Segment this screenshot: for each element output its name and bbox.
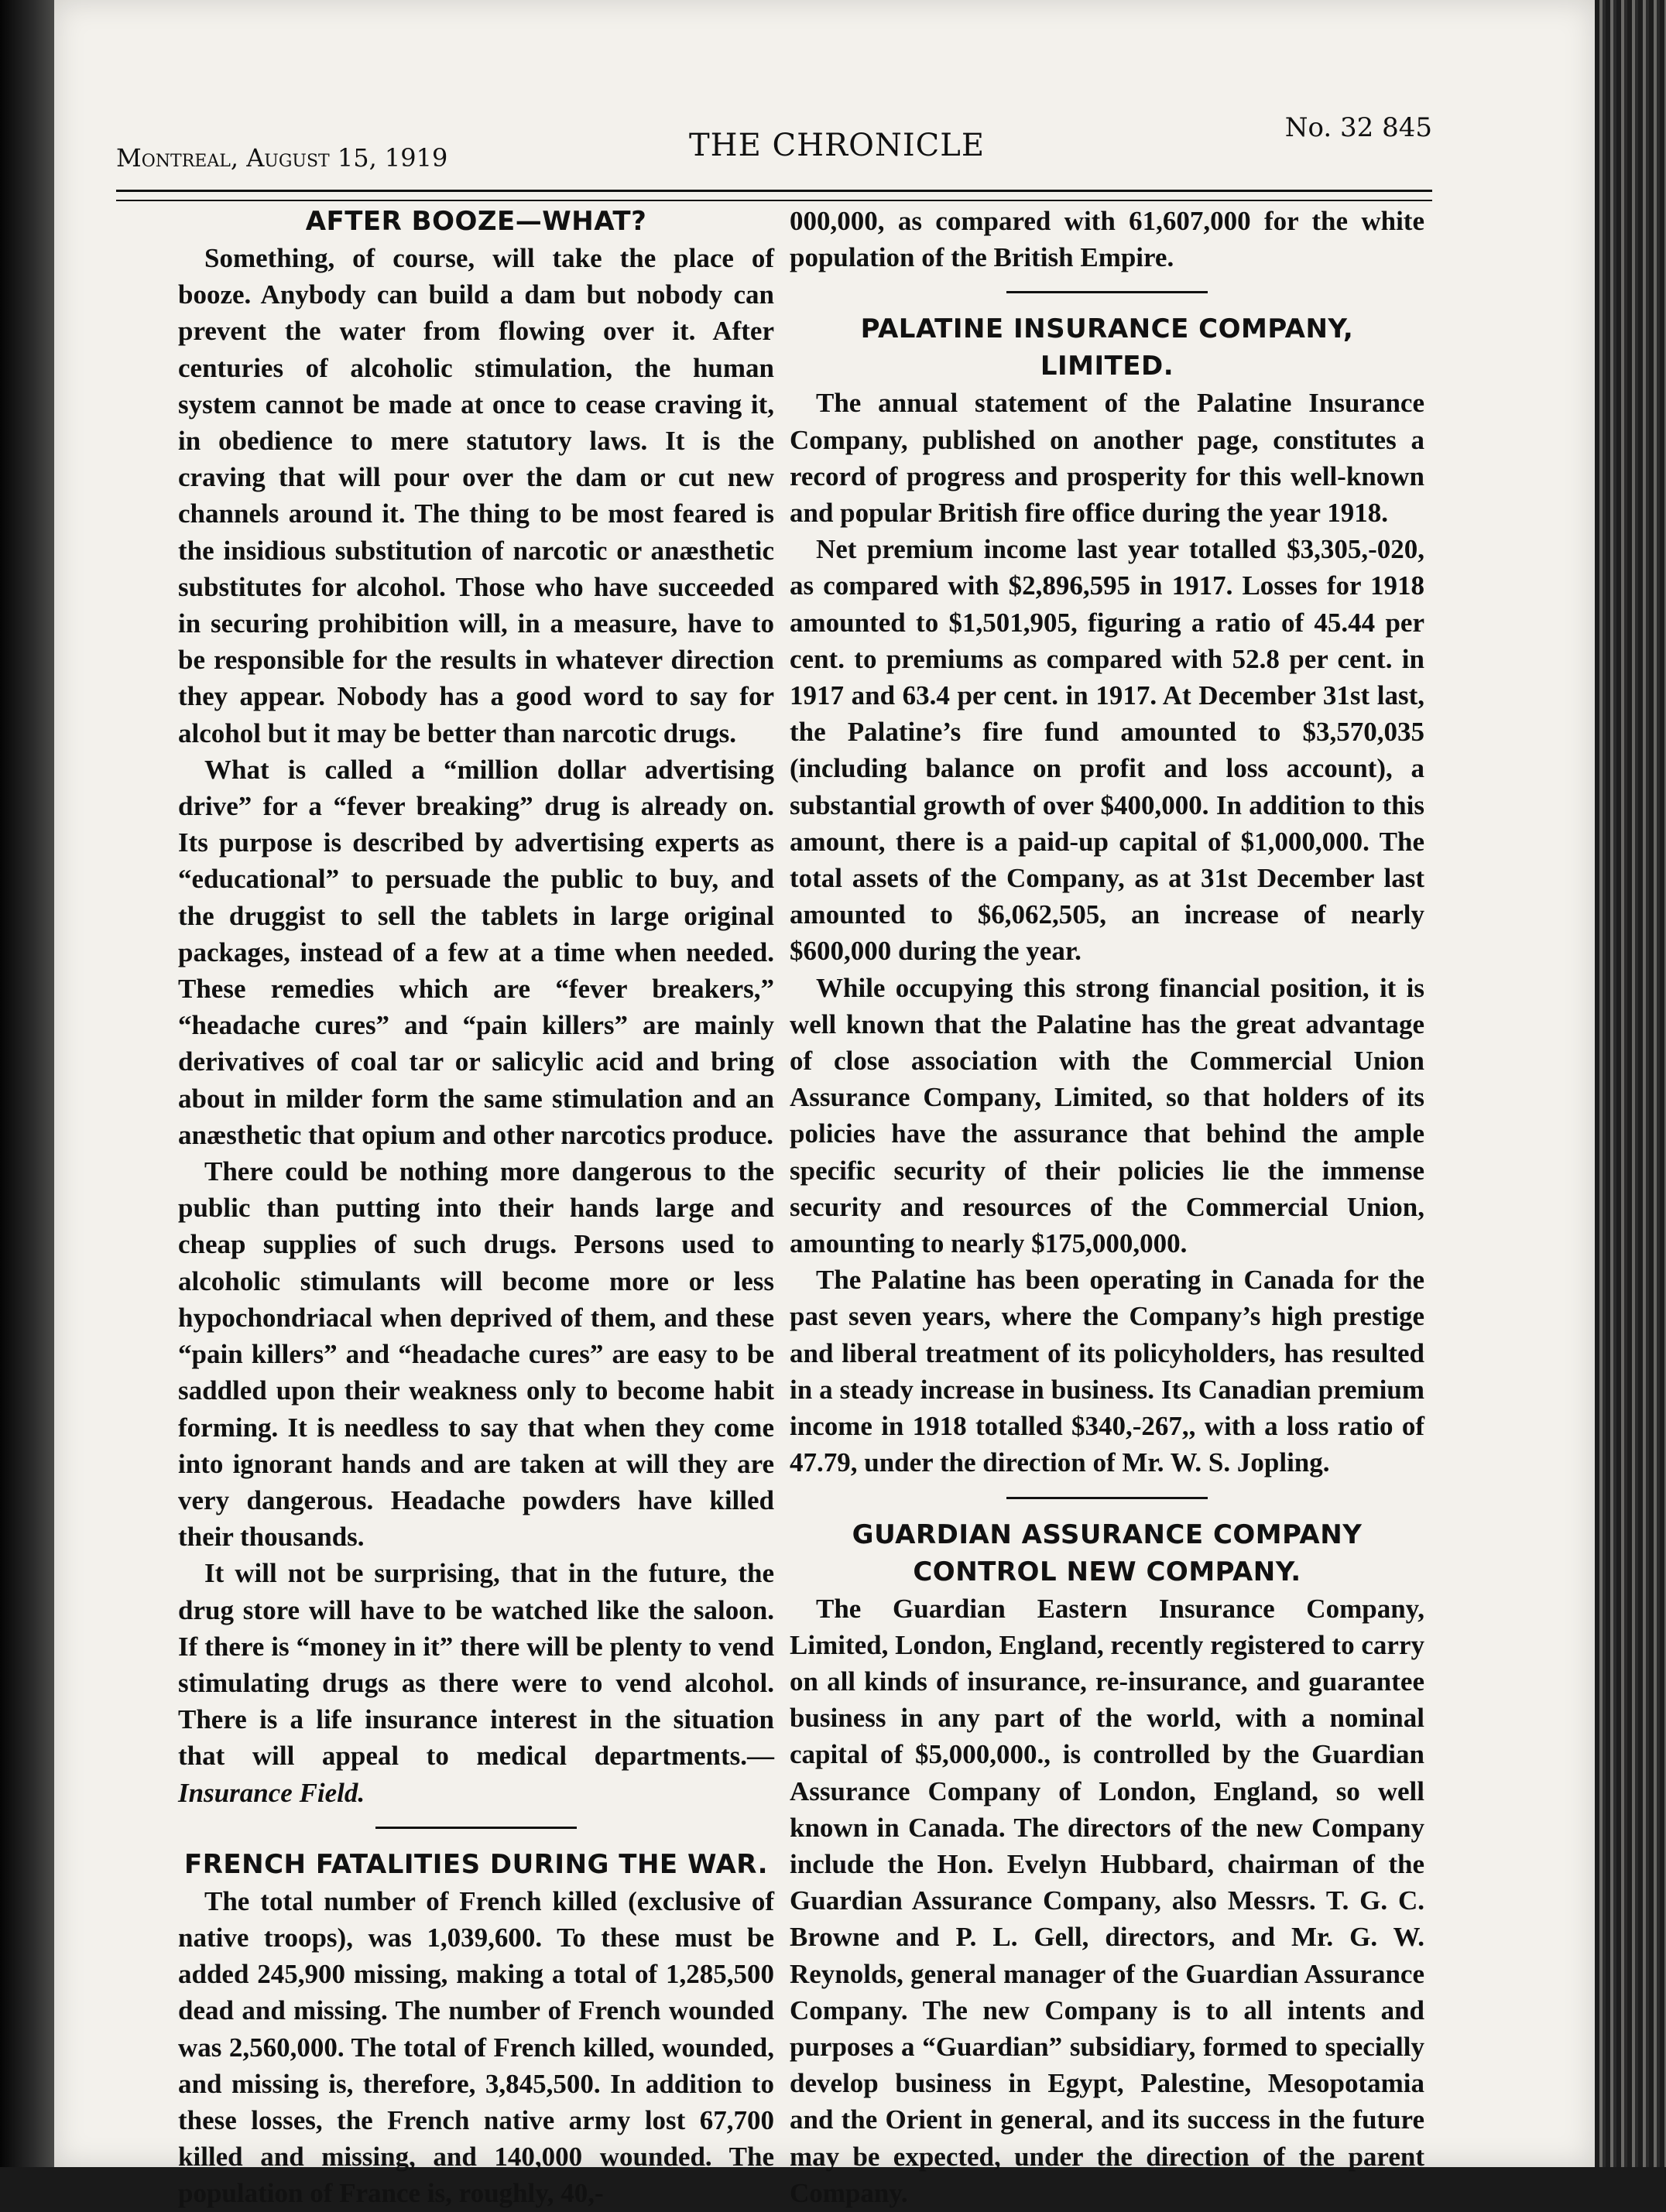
paragraph: The total number of French killed (exclusive of native troops), was 1,039,600. To these must be added 245,900 missing, making a total of 1,285,500 dead and missing. The number of French wounded was 2,560,000. The total of French killed, wounded, and missing is, therefore, 3,845,500. In addition to these losses, the French native army lost 67,700 killed and missing, and 140,000 wounded. The population of France is, roughly, 40,- xyxy=(178,1885,774,2209)
section-separator xyxy=(1006,1497,1208,1499)
source-credit: Insurance Field. xyxy=(178,1777,365,1808)
paragraph-text: It will not be surprising, that in the future, the drug store will have to be watched like the saloon. If there is “money in it” there will be plenty to vend stimulating drugs as there were to vend alcohol. There is a life insurance interest in the situation that will appeal to medical departments.— xyxy=(178,1558,774,1772)
page-number: No. 32 845 xyxy=(1284,112,1432,143)
right-column xyxy=(790,203,1424,2211)
section-separator xyxy=(375,1827,577,1829)
paragraph: The Guardian Eastern Insurance Company, Limited, London, England, recently registered to carry on all kinds of insurance, re-insurance, and guarantee business in any part of the world, with a nominal capital of $5,000,000., is controlled by the Guardian Assurance Company of London, England, so well known in Canada. The directors of the new Company include the Hon. Evelyn Hubbard, chairman of the Guardian Assurance Company, also Messrs. T. G. C. Browne and P. L. Gell, directors, and Mr. G. W. Reynolds, general manager of the Guardian Assurance Company. The new Company is to all intents and purposes a “Guardian” subsidiary, formed to specially develop business in Egypt, Palestine, Mesopotamia and the Orient in general, and its success in the future may be expected, under the direction of the parent Company. xyxy=(790,1593,1424,2208)
paragraph: Something, of course, will take the place of booze. Anybody can build a dam but nobody can prevent the water from flowing over it. After centuries of alcoholic stimulation, the human system cannot be made at once to cease craving it, in obedience to mere statutory laws. It is the craving that will pour over the dam or cut new channels around it. The thing to be most feared is the insidious substitution of narcotic or anæsthetic substitutes for alcohol. Those who have succeeded in securing prohibition will, in a measure, have to be responsible for the results in whatever direction they appear. Nobody has a good word to say for alcohol but it may be better than narcotic drugs. xyxy=(178,243,774,748)
paragraph: There could be nothing more dangerous to the public than putting into their hands large and cheap supplies of such drugs. Persons used to alcoholic stimulants will become more or less hypochondriacal when deprived of them, and these “pain killers” and “headache cures” are easy to be saddled upon their weakness only to become habit forming. It is needless to say that when they come into ignorant hands and are taken at will they are very dangerous. Headache powders have killed their thousands. xyxy=(178,1156,774,1553)
article-after-booze xyxy=(178,203,774,1811)
book-spine xyxy=(0,0,54,2167)
section-separator xyxy=(1006,291,1208,293)
paragraph xyxy=(178,1555,774,1810)
header-rule xyxy=(116,190,1432,201)
paragraph: While occupying this strong financial position, it is well known that the Palatine has the great advantage of close association with the Commercial Union Assurance Company, Limited, so that holders of its policies have the assurance that behind the ample specific security of their policies lie the immense security and resources of the Commercial Union, amounting to nearly $175,000,000. xyxy=(790,972,1424,1259)
article-french-fatalities xyxy=(178,1846,774,2212)
page-edges xyxy=(1595,0,1666,2167)
article-palatine xyxy=(790,310,1424,1481)
running-header xyxy=(116,112,1432,174)
left-column xyxy=(178,203,774,2212)
paragraph: The annual statement of the Palatine Insurance Company, published on another page, constitutes a record of progress and prosperity for this well-known and popular British fire office during the year 1918. xyxy=(790,388,1424,529)
header-dateline: Montreal, August 15, 1919 xyxy=(116,143,448,173)
article-guardian xyxy=(790,1516,1424,2211)
article-title: GUARDIAN ASSURANCE COMPANY CONTROL NEW COMPANY. xyxy=(852,1519,1363,1587)
article-title: AFTER BOOZE—WHAT? xyxy=(305,206,647,237)
article-title: PALATINE INSURANCE COMPANY, LIMITED. xyxy=(860,313,1354,382)
article-title: FRENCH FATALITIES DURING THE WAR. xyxy=(184,1848,768,1880)
paragraph: Net premium income last year totalled $3,305,-020, as compared with $2,896,595 in 1917. Losses for 1918 amounted to $1,501,905, figuring a ratio of 45.44 per cent. to premiums as compared with 52.8 per cent. in 1917 and 63.4 per cent. in 1917. At December 31st last, the Palatine’s fire fund amounted to $3,570,035 (including balance on profit and loss account), a substantial growth of over $400,000. In addition to this amount, there is a paid-up capital of $1,000,000. The total assets of the Company, as at 31st December last amounted to $6,062,505, an increase of nearly $600,000 during the year. xyxy=(790,534,1424,967)
continued-paragraph: 000,000, as compared with 61,607,000 for the white population of the British Empire. xyxy=(790,206,1424,273)
paragraph: What is called a “million dollar advertising drive” for a “fever breaking” drug is already on. Its purpose is described by advertising experts as “educational” to persuade the public to buy, and the druggist to sell the tablets in large original packages, instead of a few at a time when needed. These remedies which are “fever breakers,” “headache cures” and “pain killers” are mainly derivatives of coal tar or salicylic acid and bring about in milder form the same stimulation and an anæsthetic that opium and other narcotics produce. xyxy=(178,754,774,1150)
paragraph: The Palatine has been operating in Canada for the past seven years, where the Company’s high prestige and liberal treatment of its policyholders, has resulted in a steady increase in business. Its Canadian premium income in 1918 totalled $340,-267,, with a loss ratio of 47.79, under the direction of Mr. W. S. Jopling. xyxy=(790,1265,1424,1478)
publication-title: THE CHRONICLE xyxy=(689,128,986,163)
